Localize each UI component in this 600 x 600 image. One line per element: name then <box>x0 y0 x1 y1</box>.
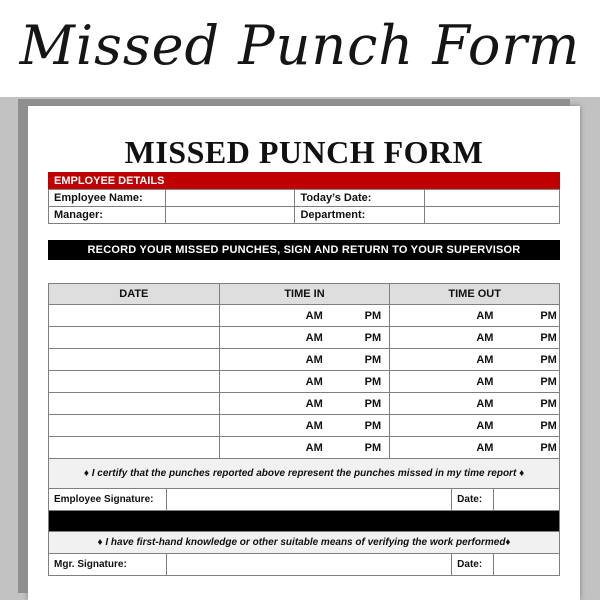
manager-date-label: Date: <box>452 554 494 576</box>
punch-header-row <box>49 284 560 305</box>
pm-option[interactable]: PM <box>364 310 382 322</box>
time-out-cell[interactable] <box>390 327 560 349</box>
department-label: Department: <box>295 207 425 224</box>
date-cell[interactable] <box>49 371 220 393</box>
manager-certification <box>49 532 560 554</box>
time-in-cell[interactable] <box>219 437 390 459</box>
am-option[interactable]: AM <box>476 354 494 366</box>
signature-table <box>48 488 560 576</box>
time-out-cell[interactable] <box>390 393 560 415</box>
script-title: Missed Punch Form <box>19 14 581 77</box>
details-row <box>49 190 560 207</box>
am-option[interactable]: AM <box>305 310 323 322</box>
time-out-cell[interactable] <box>390 437 560 459</box>
diamond-icon: ♦ <box>519 468 525 479</box>
pm-option[interactable]: PM <box>364 420 382 432</box>
form-title: MISSED PUNCH FORM <box>124 134 484 170</box>
diamond-icon: ♦ <box>83 468 89 479</box>
banner <box>0 0 600 97</box>
pm-option[interactable]: PM <box>540 398 557 410</box>
employee-date-field[interactable] <box>494 489 560 511</box>
diamond-icon: ♦ <box>97 537 103 548</box>
time-out-cell[interactable] <box>390 415 560 437</box>
employee-name-field[interactable] <box>165 190 295 207</box>
punch-row <box>49 393 560 415</box>
diamond-icon: ♦ <box>505 537 511 548</box>
pm-option[interactable]: PM <box>540 354 557 366</box>
manager-signature-row <box>49 554 560 576</box>
time-in-cell[interactable] <box>219 371 390 393</box>
time-out-cell[interactable] <box>390 349 560 371</box>
time-in-column-header: TIME IN <box>219 284 390 305</box>
todays-date-label: Today’s Date: <box>295 190 425 207</box>
employee-name-label: Employee Name: <box>49 190 166 207</box>
am-option[interactable]: AM <box>305 332 323 344</box>
employee-signature-row <box>49 489 560 511</box>
employee-certification <box>49 459 560 489</box>
am-option[interactable]: AM <box>305 442 323 454</box>
pm-option[interactable]: PM <box>540 420 557 432</box>
am-option[interactable]: AM <box>476 442 494 454</box>
date-cell[interactable] <box>49 415 220 437</box>
date-column-header: DATE <box>49 284 220 305</box>
am-option[interactable]: AM <box>305 420 323 432</box>
pm-option[interactable]: PM <box>364 442 382 454</box>
am-option[interactable]: AM <box>305 398 323 410</box>
manager-certification-row <box>49 532 560 554</box>
pm-option[interactable]: PM <box>540 442 557 454</box>
punch-row <box>49 371 560 393</box>
am-option[interactable]: AM <box>476 376 494 388</box>
time-in-cell[interactable] <box>219 393 390 415</box>
punch-row <box>49 327 560 349</box>
black-divider <box>49 511 560 532</box>
manager-signature-field[interactable] <box>166 554 451 576</box>
punch-table <box>48 283 560 489</box>
date-cell[interactable] <box>49 327 220 349</box>
employee-certification-text: I certify that the punches reported above represent the punches missed in my time report <box>91 468 517 479</box>
employee-date-label: Date: <box>452 489 494 511</box>
date-cell[interactable] <box>49 349 220 371</box>
divider-row <box>49 511 560 532</box>
manager-label: Manager: <box>49 207 166 224</box>
department-field[interactable] <box>425 207 560 224</box>
am-option[interactable]: AM <box>305 376 323 388</box>
pm-option[interactable]: PM <box>364 398 382 410</box>
employee-certification-row <box>49 459 560 489</box>
employee-signature-field[interactable] <box>166 489 451 511</box>
time-out-column-header: TIME OUT <box>390 284 560 305</box>
employee-signature-label: Employee Signature: <box>49 489 167 511</box>
pm-option[interactable]: PM <box>364 332 382 344</box>
date-cell[interactable] <box>49 437 220 459</box>
time-in-cell[interactable] <box>219 415 390 437</box>
time-in-cell[interactable] <box>219 349 390 371</box>
form-sheet <box>28 106 580 600</box>
time-out-cell[interactable] <box>390 371 560 393</box>
am-option[interactable]: AM <box>476 420 494 432</box>
date-cell[interactable] <box>49 393 220 415</box>
time-in-cell[interactable] <box>219 327 390 349</box>
am-option[interactable]: AM <box>476 398 494 410</box>
punch-row <box>49 349 560 371</box>
punch-row <box>49 415 560 437</box>
am-option[interactable]: AM <box>476 310 494 322</box>
time-out-cell[interactable] <box>390 305 560 327</box>
employee-details-table <box>48 189 560 224</box>
instruction-bar: RECORD YOUR MISSED PUNCHES, SIGN AND RETURN TO YOUR SUPERVISOR <box>48 240 560 260</box>
date-cell[interactable] <box>49 305 220 327</box>
am-option[interactable]: AM <box>305 354 323 366</box>
pm-option[interactable]: PM <box>364 376 382 388</box>
pm-option[interactable]: PM <box>540 332 557 344</box>
pm-option[interactable]: PM <box>364 354 382 366</box>
employee-details-header: EMPLOYEE DETAILS <box>48 172 560 189</box>
manager-certification-text: I have first-hand knowledge or other suitable means of verifying the work performed <box>105 537 506 548</box>
details-row <box>49 207 560 224</box>
punch-row <box>49 305 560 327</box>
pm-option[interactable]: PM <box>540 376 557 388</box>
manager-field[interactable] <box>165 207 295 224</box>
time-in-cell[interactable] <box>219 305 390 327</box>
todays-date-field[interactable] <box>425 190 560 207</box>
pm-option[interactable]: PM <box>540 310 557 322</box>
punch-row <box>49 437 560 459</box>
manager-date-field[interactable] <box>494 554 560 576</box>
manager-signature-label: Mgr. Signature: <box>49 554 167 576</box>
am-option[interactable]: AM <box>476 332 494 344</box>
